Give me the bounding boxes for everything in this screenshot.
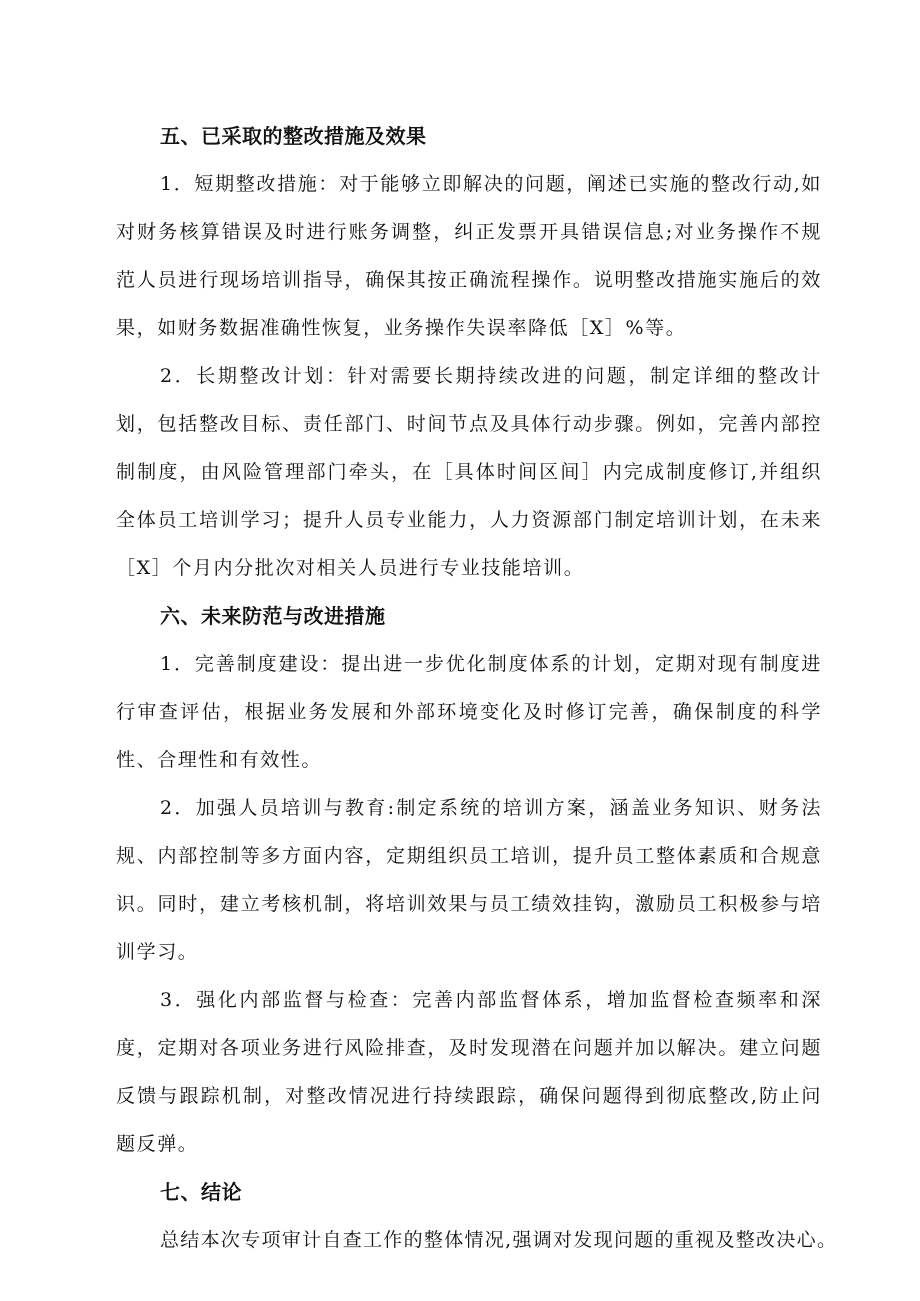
section-heading-measures-taken: 五、已采取的整改措施及效果 — [160, 124, 427, 148]
paragraph-improve-system: 1．完善制度建设：提出进一步优化制度体系的计划，定期对现有制度进行审查评估，根据业务发展和外部环境变化及时修订完善，确保制度的科学性、合理性和有效性。 — [116, 653, 822, 771]
section-heading-future-prevention: 六、未来防范与改进措施 — [160, 604, 386, 628]
paragraph-short-term-measures: 1．短期整改措施：对于能够立即解决的问题，阐述已实施的整改行动,如对财务核算错误及时进行账务调整，纠正发票开具错误信息;对业务操作不规范人员进行现场培训指导，确保其按正确流程操作。说明整改措施实施后的效果，如财务数据准确性恢复，业务操作失误率降低［X］%等。 — [116, 173, 822, 339]
document-body — [116, 112, 838, 1264]
paragraph-long-term-plan: 2．长期整改计划：针对需要长期持续改进的问题，制定详细的整改计划，包括整改目标、责任部门、时间节点及具体行动步骤。例如，完善内部控制制度，由风险管理部门牵头，在［具体时间区间］内完成制度修订,并组织全体员工培训学习；提升人员专业能力，人力资源部门制定培训计划，在未来［X］个月内分批次对相关人员进行专业技能培训。 — [116, 365, 822, 579]
paragraph-conclusion: 总结本次专项审计自查工作的整体情况,强调对发现问题的重视及整改决心。 — [160, 1229, 838, 1251]
section-heading-conclusion: 七、结论 — [160, 1180, 242, 1204]
paragraph-staff-training: 2．加强人员培训与教育:制定系统的培训方案，涵盖业务知识、财务法规、内部控制等多方面内容，定期组织员工培训，提升员工整体素质和合规意识。同时，建立考核机制，将培训效果与员工绩效挂钩，激励员工积极参与培训学习。 — [116, 797, 822, 963]
paragraph-internal-supervision: 3．强化内部监督与检查：完善内部监督体系，增加监督检查频率和深度，定期对各项业务进行风险排查，及时发现潜在问题并加以解决。建立问题反馈与跟踪机制，对整改情况进行持续跟踪，确保问题得到彻底整改,防止问题反弹。 — [116, 989, 822, 1155]
